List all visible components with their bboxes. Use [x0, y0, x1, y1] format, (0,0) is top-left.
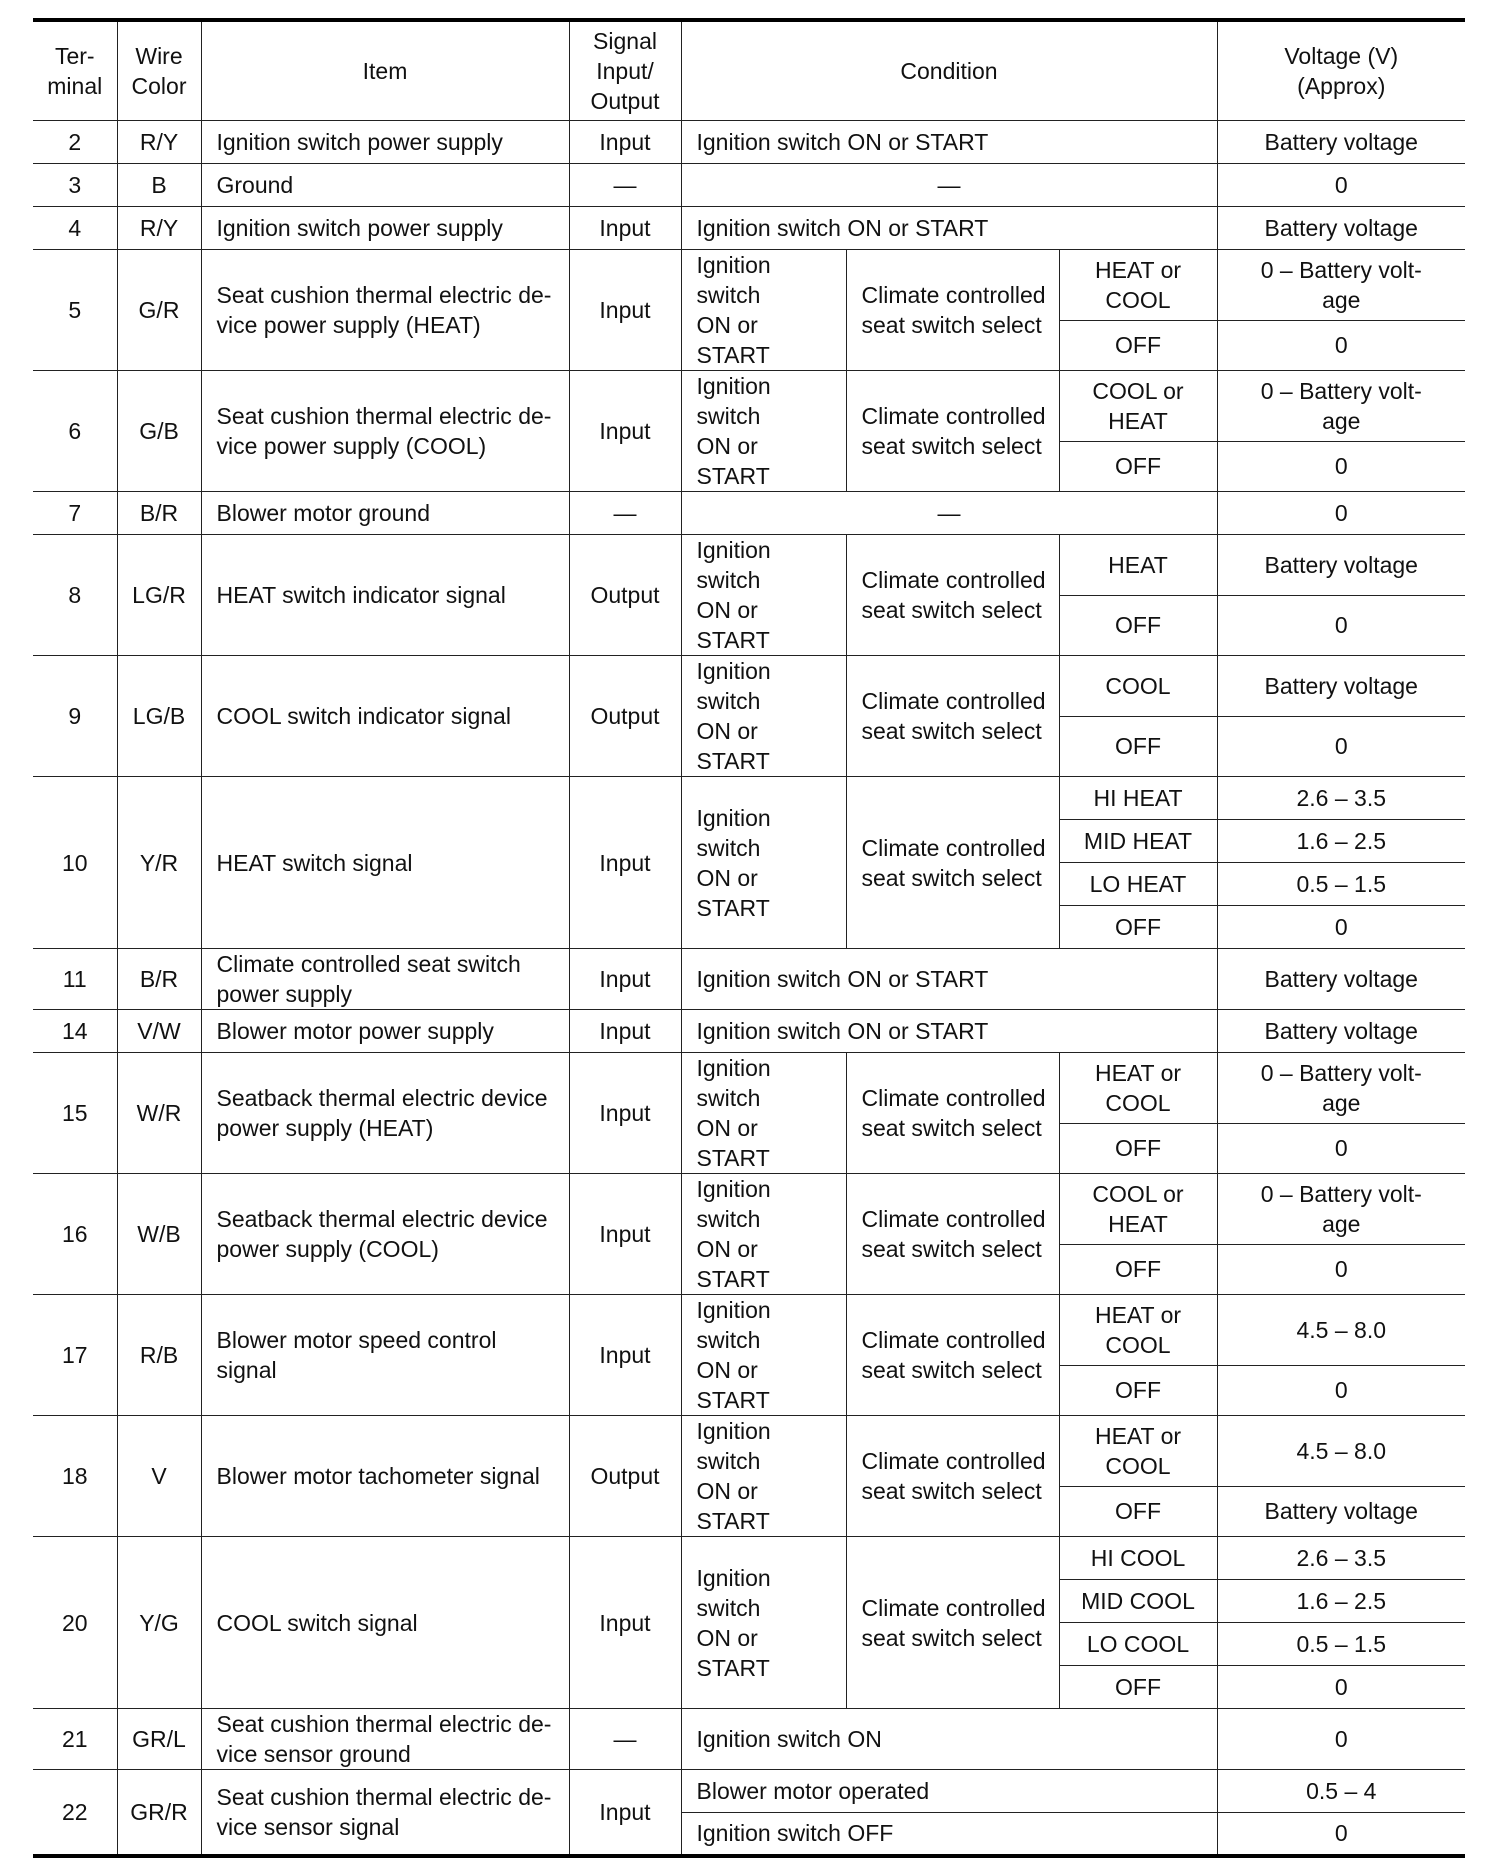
state-cell: OFF	[1059, 1123, 1217, 1173]
state-cell: HI COOL	[1059, 1537, 1217, 1580]
signal-cell: Input	[569, 1053, 681, 1174]
table-row	[33, 1174, 1465, 1245]
state-cell: OFF	[1059, 441, 1217, 491]
voltage-cell: 0	[1217, 1365, 1465, 1415]
item-cell: Seat cushion thermal electric de- vice power supply (COOL)	[201, 371, 569, 492]
terminal-cell: 9	[33, 656, 117, 777]
terminal-cell: 21	[33, 1709, 117, 1770]
voltage-cell: 0	[1217, 1244, 1465, 1294]
terminal-cell: 20	[33, 1537, 117, 1709]
item-cell: COOL switch signal	[201, 1537, 569, 1709]
signal-cell: Input	[569, 949, 681, 1010]
signal-cell: Output	[569, 535, 681, 656]
table-row	[33, 164, 1465, 207]
signal-cell: Output	[569, 1416, 681, 1537]
voltage-cell: Battery voltage	[1217, 1486, 1465, 1536]
table-row	[33, 1295, 1465, 1366]
table-row	[33, 535, 1465, 596]
condition-switch-cell: Climate controlled seat switch select	[846, 1537, 1059, 1709]
state-cell: HEAT or COOL	[1059, 1053, 1217, 1124]
voltage-cell: 0	[1217, 906, 1465, 949]
table-row	[33, 777, 1465, 820]
state-cell: HEAT	[1059, 535, 1217, 596]
item-cell: Blower motor tachometer signal	[201, 1416, 569, 1537]
table-row	[33, 1709, 1465, 1770]
table-row	[33, 1770, 1465, 1813]
condition-cell: Ignition switch ON	[681, 1709, 1217, 1770]
table-row	[33, 949, 1465, 1010]
condition-switch-cell: Climate controlled seat switch select	[846, 1053, 1059, 1174]
state-cell: HI HEAT	[1059, 777, 1217, 820]
item-cell: HEAT switch signal	[201, 777, 569, 949]
voltage-cell: 0	[1217, 595, 1465, 656]
signal-cell: Input	[569, 207, 681, 250]
condition-ignition-cell: Ignition switch ON or START	[681, 777, 846, 949]
condition-ignition-cell: Ignition switch ON or START	[681, 371, 846, 492]
table-header-row	[33, 20, 1465, 121]
wire-color-cell: B	[117, 164, 201, 207]
voltage-cell: 0	[1217, 492, 1465, 535]
table-row	[33, 207, 1465, 250]
voltage-cell: 0 – Battery volt- age	[1217, 1174, 1465, 1245]
condition-switch-cell: Climate controlled seat switch select	[846, 535, 1059, 656]
signal-cell: Input	[569, 1010, 681, 1053]
terminal-cell: 22	[33, 1770, 117, 1856]
item-cell: Seat cushion thermal electric de- vice sensor ground	[201, 1709, 569, 1770]
signal-cell: Input	[569, 1295, 681, 1416]
header-item: Item	[201, 20, 569, 121]
condition-switch-cell: Climate controlled seat switch select	[846, 250, 1059, 371]
voltage-cell: 0	[1217, 1123, 1465, 1173]
voltage-cell: 4.5 – 8.0	[1217, 1416, 1465, 1487]
table-body	[33, 121, 1465, 1856]
condition-switch-cell: Climate controlled seat switch select	[846, 777, 1059, 949]
terminal-table	[33, 18, 1465, 1858]
wire-color-cell: V/W	[117, 1010, 201, 1053]
condition-cell: Ignition switch ON or START	[681, 949, 1217, 1010]
condition-ignition-cell: Ignition switch ON or START	[681, 250, 846, 371]
table-row	[33, 1010, 1465, 1053]
terminal-cell: 17	[33, 1295, 117, 1416]
state-cell: HEAT or COOL	[1059, 250, 1217, 321]
terminal-cell: 14	[33, 1010, 117, 1053]
signal-cell: Input	[569, 121, 681, 164]
voltage-cell: Battery voltage	[1217, 535, 1465, 596]
signal-cell: Input	[569, 250, 681, 371]
item-cell: Seat cushion thermal electric de- vice power supply (HEAT)	[201, 250, 569, 371]
voltage-cell: 2.6 – 3.5	[1217, 1537, 1465, 1580]
state-cell: OFF	[1059, 1244, 1217, 1294]
condition-ignition-cell: Ignition switch ON or START	[681, 1053, 846, 1174]
table-row	[33, 1053, 1465, 1124]
voltage-cell: 4.5 – 8.0	[1217, 1295, 1465, 1366]
signal-cell: Input	[569, 1537, 681, 1709]
header-condition: Condition	[681, 20, 1217, 121]
state-cell: OFF	[1059, 595, 1217, 656]
terminal-cell: 5	[33, 250, 117, 371]
terminal-cell: 4	[33, 207, 117, 250]
condition-switch-cell: Climate controlled seat switch select	[846, 371, 1059, 492]
item-cell: Climate controlled seat switch power supply	[201, 949, 569, 1010]
terminal-cell: 6	[33, 371, 117, 492]
item-cell: Seatback thermal electric device power supply (COOL)	[201, 1174, 569, 1295]
wire-color-cell: Y/G	[117, 1537, 201, 1709]
state-cell: HEAT or COOL	[1059, 1295, 1217, 1366]
condition-ignition-cell: Ignition switch ON or START	[681, 1295, 846, 1416]
condition-ignition-cell: Ignition switch ON or START	[681, 1416, 846, 1537]
condition-cell: —	[681, 164, 1217, 207]
wire-color-cell: W/R	[117, 1053, 201, 1174]
terminal-cell: 10	[33, 777, 117, 949]
state-cell: OFF	[1059, 1666, 1217, 1709]
table-row	[33, 1416, 1465, 1487]
state-cell: COOL or HEAT	[1059, 371, 1217, 442]
condition-cell: Ignition switch ON or START	[681, 207, 1217, 250]
wire-color-cell: GR/R	[117, 1770, 201, 1856]
wire-color-cell: B/R	[117, 949, 201, 1010]
voltage-cell: 0	[1217, 1666, 1465, 1709]
state-cell: MID COOL	[1059, 1580, 1217, 1623]
terminal-cell: 11	[33, 949, 117, 1010]
table-row	[33, 121, 1465, 164]
condition-switch-cell: Climate controlled seat switch select	[846, 1416, 1059, 1537]
condition-ignition-cell: Ignition switch ON or START	[681, 1174, 846, 1295]
wire-color-cell: R/B	[117, 1295, 201, 1416]
terminal-cell: 3	[33, 164, 117, 207]
voltage-cell: 0 – Battery volt- age	[1217, 250, 1465, 321]
condition-ignition-cell: Ignition switch ON or START	[681, 656, 846, 777]
wire-color-cell: W/B	[117, 1174, 201, 1295]
condition-switch-cell: Climate controlled seat switch select	[846, 1174, 1059, 1295]
wire-color-cell: R/Y	[117, 121, 201, 164]
condition-switch-cell: Climate controlled seat switch select	[846, 656, 1059, 777]
voltage-cell: 1.6 – 2.5	[1217, 1580, 1465, 1623]
wire-color-cell: B/R	[117, 492, 201, 535]
voltage-cell: 0	[1217, 164, 1465, 207]
table-row	[33, 371, 1465, 442]
header-wire-color: Wire Color	[117, 20, 201, 121]
condition-ignition-cell: Ignition switch ON or START	[681, 1537, 846, 1709]
voltage-cell: Battery voltage	[1217, 656, 1465, 717]
item-cell: HEAT switch indicator signal	[201, 535, 569, 656]
state-cell: COOL	[1059, 656, 1217, 717]
terminal-cell: 2	[33, 121, 117, 164]
state-cell: OFF	[1059, 1486, 1217, 1536]
header-signal: Signal Input/ Output	[569, 20, 681, 121]
state-cell: OFF	[1059, 320, 1217, 370]
table-row	[33, 656, 1465, 717]
wire-color-cell: LG/R	[117, 535, 201, 656]
item-cell: Blower motor speed control signal	[201, 1295, 569, 1416]
voltage-cell: 0.5 – 1.5	[1217, 1623, 1465, 1666]
voltage-cell: 2.6 – 3.5	[1217, 777, 1465, 820]
item-cell: Blower motor ground	[201, 492, 569, 535]
terminal-cell: 16	[33, 1174, 117, 1295]
terminal-cell: 15	[33, 1053, 117, 1174]
voltage-cell: Battery voltage	[1217, 207, 1465, 250]
state-cell: OFF	[1059, 716, 1217, 777]
condition-cell: Ignition switch ON or START	[681, 1010, 1217, 1053]
terminal-cell: 7	[33, 492, 117, 535]
signal-cell: —	[569, 492, 681, 535]
voltage-cell: 0	[1217, 441, 1465, 491]
voltage-cell: 0	[1217, 320, 1465, 370]
voltage-cell: 0.5 – 1.5	[1217, 863, 1465, 906]
signal-cell: —	[569, 164, 681, 207]
voltage-cell: 1.6 – 2.5	[1217, 820, 1465, 863]
terminal-cell: 8	[33, 535, 117, 656]
voltage-cell: 0.5 – 4	[1217, 1770, 1465, 1813]
signal-cell: —	[569, 1709, 681, 1770]
item-cell: Blower motor power supply	[201, 1010, 569, 1053]
table-row	[33, 250, 1465, 321]
state-cell: OFF	[1059, 906, 1217, 949]
voltage-cell: 0 – Battery volt- age	[1217, 371, 1465, 442]
wire-color-cell: LG/B	[117, 656, 201, 777]
item-cell: Ground	[201, 164, 569, 207]
voltage-cell: 0 – Battery volt- age	[1217, 1053, 1465, 1124]
state-cell: MID HEAT	[1059, 820, 1217, 863]
signal-cell: Output	[569, 656, 681, 777]
state-cell: OFF	[1059, 1365, 1217, 1415]
signal-cell: Input	[569, 777, 681, 949]
wire-color-cell: G/R	[117, 250, 201, 371]
voltage-cell: 0	[1217, 716, 1465, 777]
condition-switch-cell: Climate controlled seat switch select	[846, 1295, 1059, 1416]
state-cell: LO COOL	[1059, 1623, 1217, 1666]
condition-cell: —	[681, 492, 1217, 535]
condition-cell: Ignition switch ON or START	[681, 121, 1217, 164]
state-cell: COOL or HEAT	[1059, 1174, 1217, 1245]
table-row	[33, 1537, 1465, 1580]
condition-ignition-cell: Ignition switch ON or START	[681, 535, 846, 656]
signal-cell: Input	[569, 371, 681, 492]
wire-color-cell: V	[117, 1416, 201, 1537]
header-terminal: Ter- minal	[33, 20, 117, 121]
signal-cell: Input	[569, 1174, 681, 1295]
item-cell: Seat cushion thermal electric de- vice sensor signal	[201, 1770, 569, 1856]
voltage-cell: 0	[1217, 1813, 1465, 1856]
document	[33, 18, 1465, 1858]
voltage-cell: Battery voltage	[1217, 121, 1465, 164]
wire-color-cell: GR/L	[117, 1709, 201, 1770]
wire-color-cell: Y/R	[117, 777, 201, 949]
signal-cell: Input	[569, 1770, 681, 1856]
condition-cell: Ignition switch OFF	[681, 1813, 1217, 1856]
table-row	[33, 492, 1465, 535]
voltage-cell: 0	[1217, 1709, 1465, 1770]
voltage-cell: Battery voltage	[1217, 1010, 1465, 1053]
state-cell: LO HEAT	[1059, 863, 1217, 906]
wire-color-cell: R/Y	[117, 207, 201, 250]
wire-color-cell: G/B	[117, 371, 201, 492]
condition-cell: Blower motor operated	[681, 1770, 1217, 1813]
item-cell: COOL switch indicator signal	[201, 656, 569, 777]
item-cell: Seatback thermal electric device power supply (HEAT)	[201, 1053, 569, 1174]
header-voltage: Voltage (V) (Approx)	[1217, 20, 1465, 121]
state-cell: HEAT or COOL	[1059, 1416, 1217, 1487]
voltage-cell: Battery voltage	[1217, 949, 1465, 1010]
terminal-cell: 18	[33, 1416, 117, 1537]
item-cell: Ignition switch power supply	[201, 121, 569, 164]
item-cell: Ignition switch power supply	[201, 207, 569, 250]
